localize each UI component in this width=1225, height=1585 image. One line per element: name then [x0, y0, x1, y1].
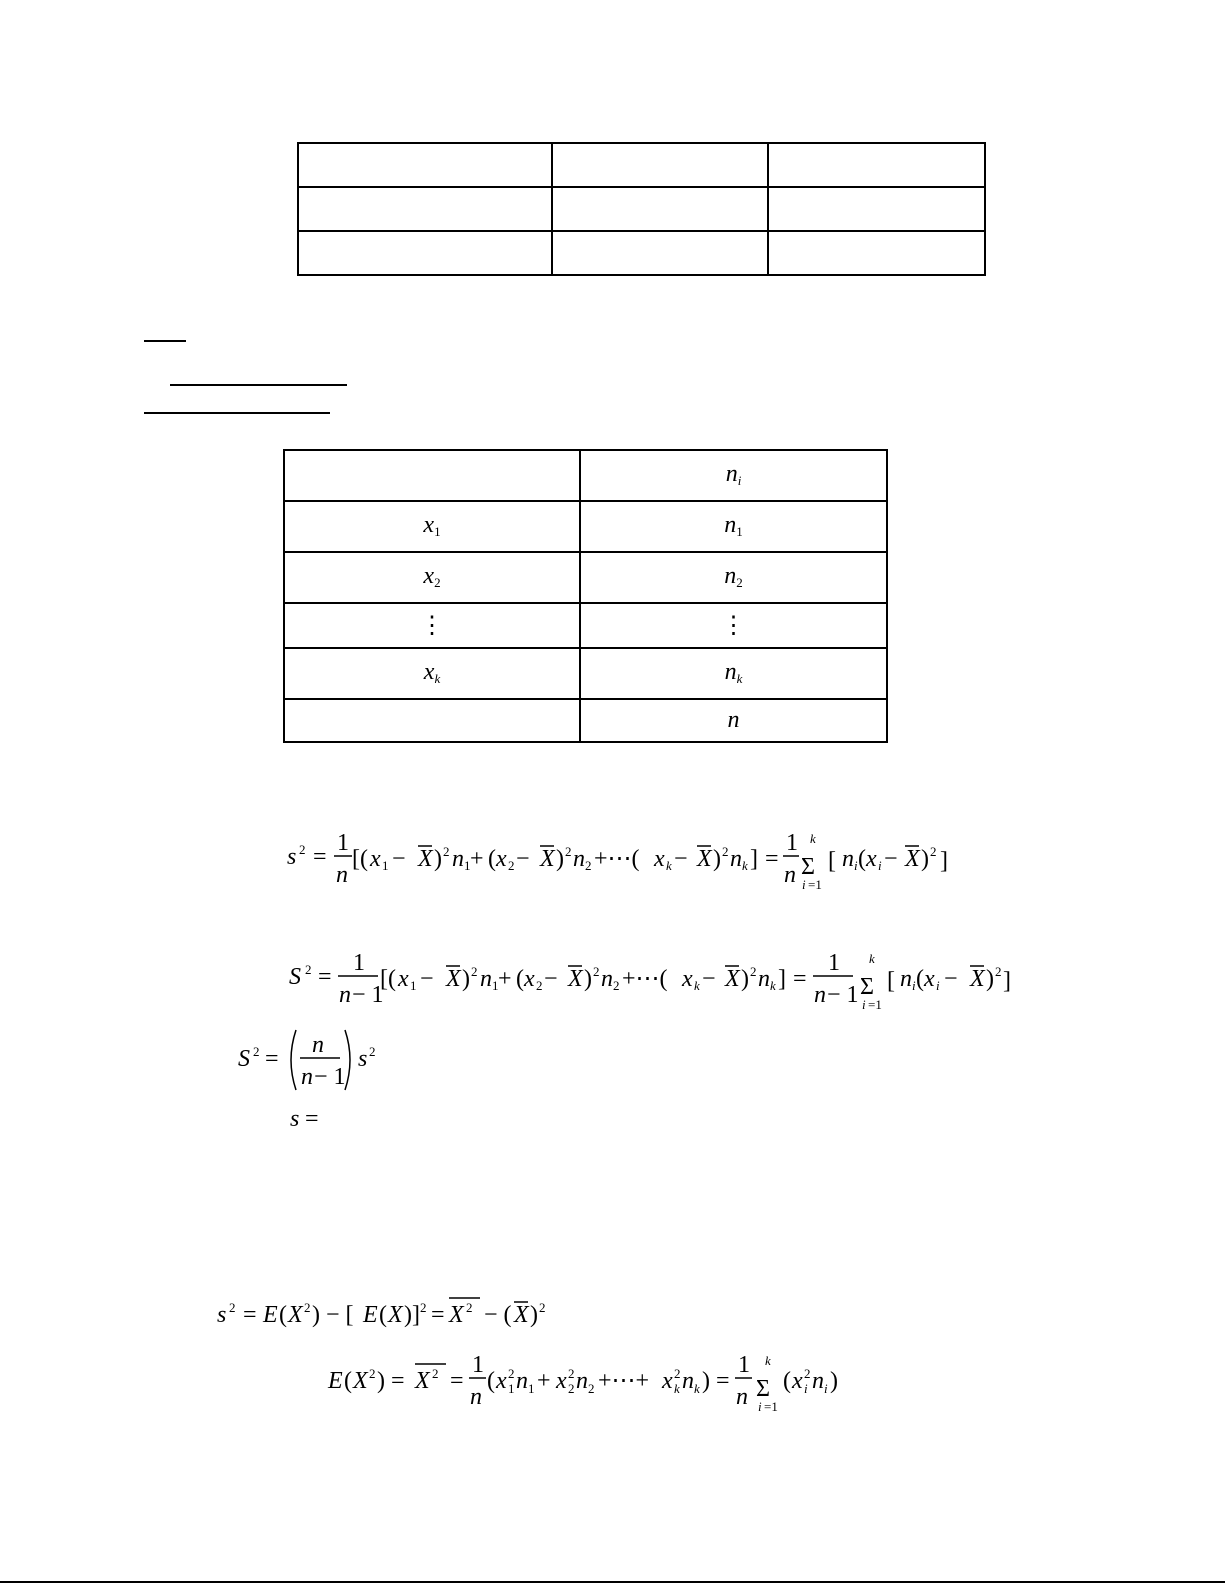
svg-text:(: ( — [488, 846, 496, 872]
value-cell: $x_1$ — [284, 501, 580, 552]
svg-text:2: 2 — [369, 1366, 376, 1381]
ellipsis-cell: ⋮ — [580, 603, 887, 648]
svg-text:s: s — [358, 1046, 368, 1072]
svg-text:=: = — [318, 964, 332, 990]
value-cell: $x_k$ — [284, 648, 580, 699]
svg-text:=: = — [450, 1368, 464, 1394]
svg-text:k: k — [765, 1353, 771, 1368]
svg-text:): ) — [462, 966, 470, 992]
svg-text:[(: [( — [352, 846, 368, 872]
svg-text:1: 1 — [508, 1381, 515, 1396]
svg-text:1: 1 — [353, 950, 365, 976]
svg-text:n: n — [758, 966, 770, 992]
svg-text:2: 2 — [466, 1300, 473, 1315]
svg-text:2: 2 — [674, 1366, 681, 1381]
svg-text:1: 1 — [786, 830, 798, 856]
svg-text:[: [ — [887, 968, 895, 994]
svg-text:x: x — [792, 1368, 803, 1394]
svg-text:− 1: − 1 — [314, 1064, 346, 1090]
svg-text:X: X — [418, 846, 433, 872]
svg-text:X: X — [905, 846, 920, 872]
svg-text:x: x — [924, 966, 935, 992]
frequency-cell: $n_k$ — [580, 648, 887, 699]
svg-text:2: 2 — [369, 1044, 376, 1059]
svg-text:k: k — [770, 978, 776, 993]
svg-text:x: x — [496, 846, 507, 872]
svg-text:n: n — [576, 1368, 588, 1394]
svg-text:X: X — [388, 1302, 403, 1328]
svg-text:− 1: − 1 — [827, 982, 859, 1008]
svg-text:=: = — [431, 1302, 445, 1328]
svg-text:i: i — [854, 858, 858, 873]
svg-text:S: S — [238, 1046, 250, 1072]
svg-text:E: E — [328, 1368, 343, 1394]
svg-text:n: n — [339, 982, 351, 1008]
svg-text:i: i — [912, 978, 916, 993]
svg-text:n: n — [814, 982, 826, 1008]
svg-text:) =: ) = — [377, 1368, 405, 1394]
svg-text:− (: − ( — [484, 1302, 512, 1328]
svg-text:E: E — [363, 1302, 378, 1328]
svg-text:=: = — [313, 844, 327, 870]
ellipsis-cell: ⋮ — [284, 603, 580, 648]
svg-text:s: s — [287, 844, 297, 870]
svg-text:n: n — [682, 1368, 694, 1394]
svg-text:=1: =1 — [764, 1399, 778, 1414]
svg-text:k: k — [869, 951, 875, 966]
svg-text:2: 2 — [722, 844, 729, 859]
svg-text:2: 2 — [299, 842, 306, 857]
svg-text:): ) — [530, 1302, 538, 1328]
svg-text:k: k — [694, 1381, 700, 1396]
svg-text:x: x — [866, 846, 877, 872]
svg-text:2: 2 — [229, 1300, 236, 1315]
svg-text:) − [: ) − [ — [312, 1302, 354, 1328]
svg-text:x: x — [496, 1368, 507, 1394]
svg-text:n: n — [601, 966, 613, 992]
svg-text:+: + — [498, 966, 512, 992]
svg-text:1: 1 — [492, 978, 499, 993]
svg-text:−: − — [702, 966, 716, 992]
svg-text:i: i — [878, 858, 882, 873]
svg-text:=: = — [305, 1106, 319, 1132]
page-bottom-border — [0, 1581, 1225, 1583]
svg-text:n: n — [730, 846, 742, 872]
svg-text:1: 1 — [337, 830, 349, 856]
svg-text:n: n — [842, 846, 854, 872]
svg-text:]: ] — [750, 846, 758, 872]
value-cell: $x_2$ — [284, 552, 580, 603]
svg-text:n: n — [784, 862, 796, 888]
svg-text:1: 1 — [528, 1381, 535, 1396]
svg-text:S: S — [289, 964, 301, 990]
svg-text:]: ] — [1003, 968, 1011, 994]
svg-text:1: 1 — [382, 858, 389, 873]
svg-text:n: n — [470, 1384, 482, 1410]
svg-text:x: x — [654, 846, 665, 872]
svg-text:2: 2 — [420, 1300, 427, 1315]
svg-text:x: x — [370, 846, 381, 872]
svg-text:x: x — [556, 1368, 567, 1394]
svg-text:2: 2 — [508, 1366, 515, 1381]
svg-text:X: X — [540, 846, 555, 872]
svg-text:n: n — [480, 966, 492, 992]
svg-text:2: 2 — [804, 1366, 811, 1381]
svg-text:−: − — [516, 846, 530, 872]
svg-text:Σ: Σ — [756, 1376, 770, 1402]
svg-text:i: i — [862, 997, 866, 1012]
svg-text:x: x — [524, 966, 535, 992]
svg-text:X: X — [449, 1302, 464, 1328]
svg-text:X: X — [446, 966, 461, 992]
svg-text:=: = — [265, 1046, 279, 1072]
svg-text:2: 2 — [613, 978, 620, 993]
svg-text:(: ( — [344, 1368, 352, 1394]
svg-text:X: X — [288, 1302, 303, 1328]
svg-text:(: ( — [279, 1302, 287, 1328]
svg-text:2: 2 — [305, 962, 312, 977]
svg-text:X: X — [970, 966, 985, 992]
svg-text:2: 2 — [536, 978, 543, 993]
svg-text:): ) — [434, 846, 442, 872]
svg-text:n: n — [312, 1032, 324, 1058]
svg-text:1: 1 — [472, 1352, 484, 1378]
svg-text:2: 2 — [593, 964, 600, 979]
svg-text:2: 2 — [471, 964, 478, 979]
svg-text:Σ: Σ — [860, 974, 874, 1000]
svg-text:i: i — [804, 1381, 808, 1396]
svg-text:2: 2 — [588, 1381, 595, 1396]
svg-text:Σ: Σ — [801, 854, 815, 880]
svg-text:2: 2 — [995, 964, 1002, 979]
svg-text:n: n — [736, 1384, 748, 1410]
svg-text:i: i — [936, 978, 940, 993]
frequency-cell: $n_2$ — [580, 552, 887, 603]
svg-text:X: X — [353, 1368, 368, 1394]
svg-text:− 1: − 1 — [352, 982, 384, 1008]
svg-text:k: k — [810, 831, 816, 846]
svg-text:=1: =1 — [868, 997, 882, 1012]
svg-text:n: n — [900, 966, 912, 992]
svg-text:i: i — [824, 1381, 828, 1396]
svg-text:2: 2 — [750, 964, 757, 979]
svg-text:+⋯+: +⋯+ — [598, 1368, 650, 1394]
svg-text:−: − — [420, 966, 434, 992]
svg-text:): ) — [584, 966, 592, 992]
svg-text:2: 2 — [568, 1381, 575, 1396]
svg-text:(: ( — [516, 966, 524, 992]
svg-text:k: k — [694, 978, 700, 993]
svg-text:−: − — [674, 846, 688, 872]
svg-text:): ) — [830, 1368, 838, 1394]
svg-text:2: 2 — [443, 844, 450, 859]
svg-text:2: 2 — [508, 858, 515, 873]
header-frequency-subscript: i — [737, 473, 742, 489]
svg-text:n: n — [573, 846, 585, 872]
svg-text:=: = — [765, 846, 779, 872]
svg-text:x: x — [682, 966, 693, 992]
svg-text:X: X — [725, 966, 740, 992]
svg-text:1: 1 — [464, 858, 471, 873]
svg-text:): ) — [921, 846, 929, 872]
svg-text:2: 2 — [930, 844, 937, 859]
svg-text:): ) — [713, 846, 721, 872]
svg-text:n: n — [516, 1368, 528, 1394]
svg-text:(: ( — [487, 1368, 495, 1394]
svg-text:2: 2 — [304, 1300, 311, 1315]
svg-text:]: ] — [778, 966, 786, 992]
svg-text:+: + — [537, 1368, 551, 1394]
svg-text:(: ( — [783, 1368, 791, 1394]
svg-text:i: i — [758, 1399, 762, 1414]
svg-text:+⋯(: +⋯( — [622, 966, 668, 992]
svg-text:): ) — [556, 846, 564, 872]
svg-text:k: k — [674, 1381, 680, 1396]
svg-text:−: − — [544, 966, 558, 992]
svg-text:−: − — [884, 846, 898, 872]
svg-text:X: X — [697, 846, 712, 872]
svg-text:x: x — [398, 966, 409, 992]
svg-text:) =: ) = — [702, 1368, 730, 1394]
svg-text:s: s — [290, 1106, 300, 1132]
svg-text:k: k — [742, 858, 748, 873]
svg-text:n: n — [452, 846, 464, 872]
svg-text:2: 2 — [539, 1300, 546, 1315]
svg-text:−: − — [944, 966, 958, 992]
svg-text:): ) — [986, 966, 994, 992]
svg-text:1: 1 — [828, 950, 840, 976]
svg-text:1: 1 — [410, 978, 417, 993]
svg-text:[(: [( — [380, 966, 396, 992]
total-cell: n — [580, 699, 887, 742]
svg-text:x: x — [662, 1368, 673, 1394]
svg-text:)]: )] — [404, 1302, 420, 1328]
header-frequency-symbol: n — [725, 461, 738, 488]
frequency-cell: $n_1$ — [580, 501, 887, 552]
svg-text:): ) — [741, 966, 749, 992]
svg-text:k: k — [666, 858, 672, 873]
svg-text:=1: =1 — [808, 877, 822, 892]
svg-text:[: [ — [828, 848, 836, 874]
svg-text:2: 2 — [432, 1366, 439, 1381]
svg-text:2: 2 — [565, 844, 572, 859]
svg-text:1: 1 — [738, 1352, 750, 1378]
svg-text:+: + — [470, 846, 484, 872]
svg-text:(: ( — [916, 966, 924, 992]
svg-text:X: X — [568, 966, 583, 992]
svg-text:i: i — [802, 877, 806, 892]
svg-text:−: − — [392, 846, 406, 872]
svg-text:+⋯(: +⋯( — [594, 846, 640, 872]
svg-text:n: n — [301, 1064, 313, 1090]
svg-text:(: ( — [858, 846, 866, 872]
svg-text:=: = — [243, 1302, 257, 1328]
svg-text:n: n — [336, 862, 348, 888]
svg-text:n: n — [812, 1368, 824, 1394]
svg-text:]: ] — [940, 848, 948, 874]
svg-text:2: 2 — [585, 858, 592, 873]
svg-text:X: X — [415, 1368, 430, 1394]
svg-text:2: 2 — [253, 1044, 260, 1059]
svg-text:=: = — [793, 966, 807, 992]
svg-text:(: ( — [379, 1302, 387, 1328]
svg-text:E: E — [263, 1302, 278, 1328]
svg-text:2: 2 — [568, 1366, 575, 1381]
svg-text:s: s — [217, 1302, 227, 1328]
svg-text:X: X — [514, 1302, 529, 1328]
